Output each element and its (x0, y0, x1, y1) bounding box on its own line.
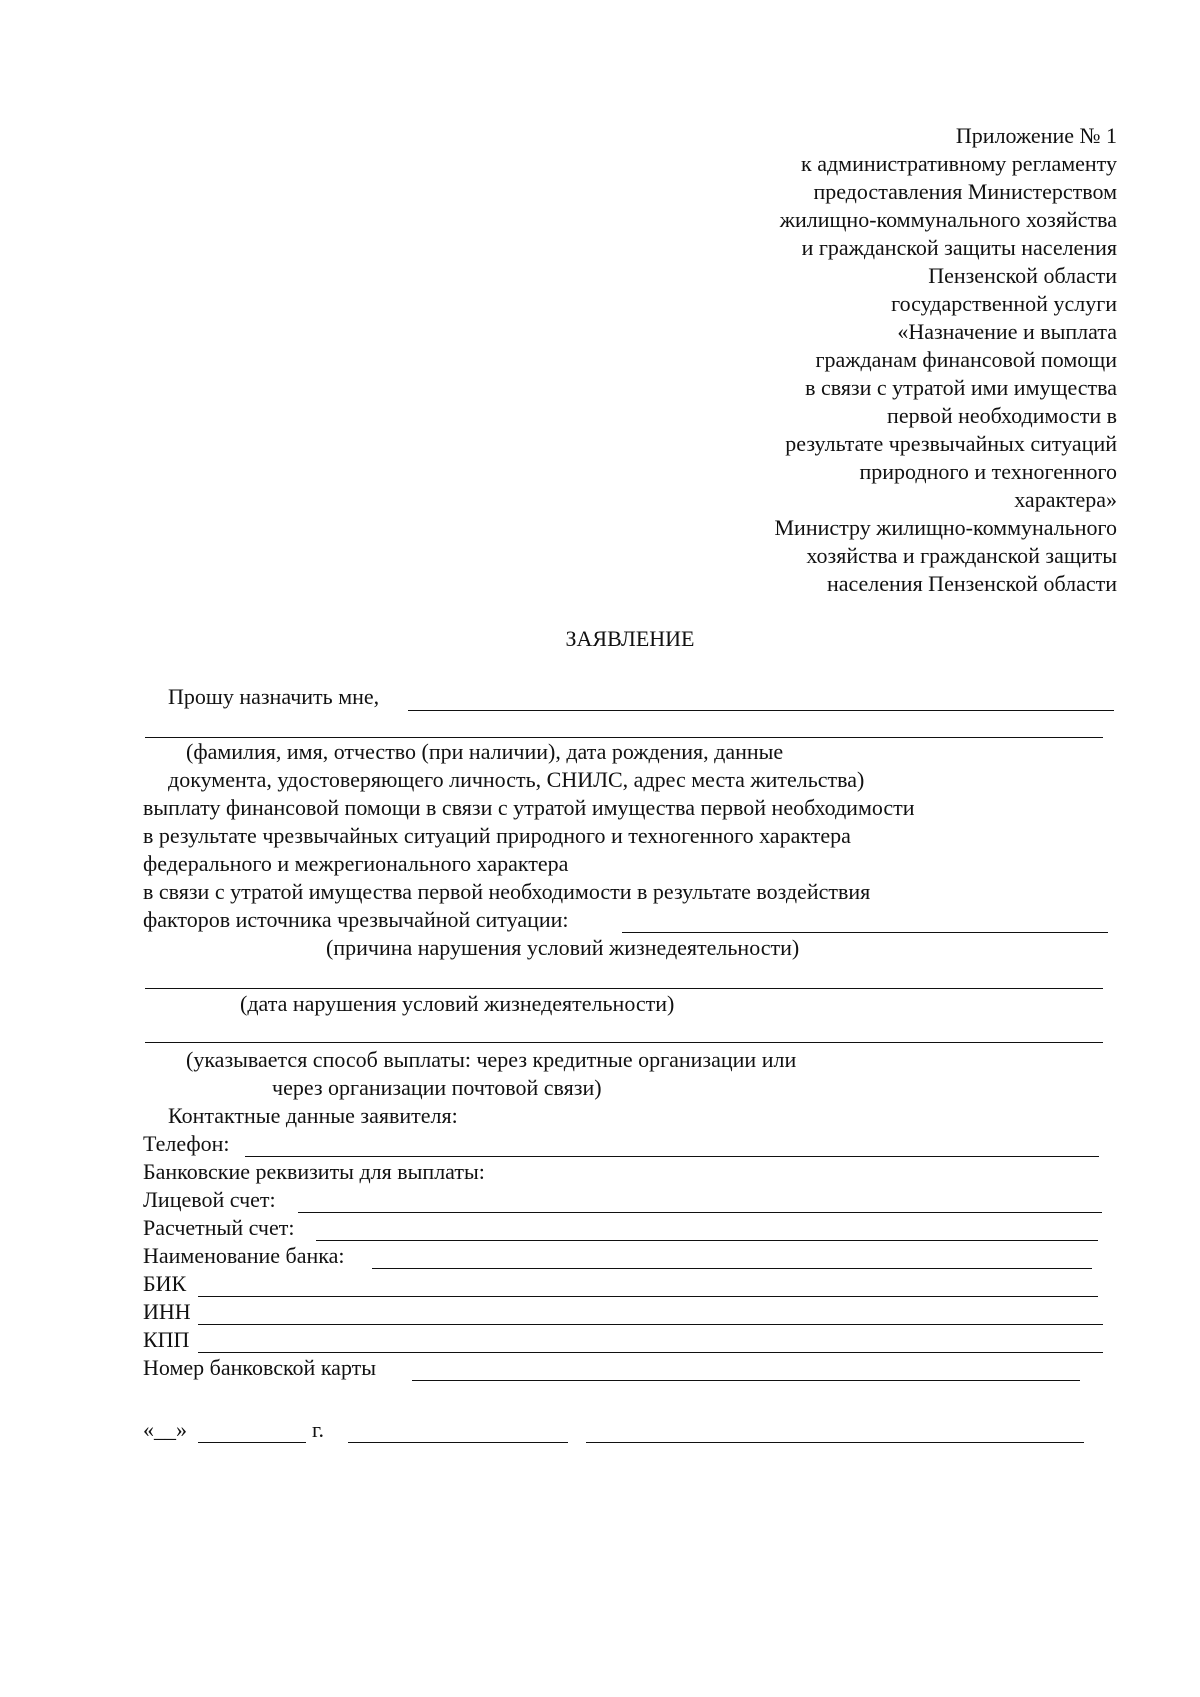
contacts-label: Контактные данные заявителя: (168, 1103, 458, 1128)
header-line: в связи с утратой ими имущества (805, 375, 1117, 400)
header-line: предоставления Министерством (813, 179, 1117, 204)
payment-method-field[interactable] (145, 1042, 1103, 1043)
header-line: и гражданской защиты населения (801, 235, 1117, 260)
body-line: федерального и межрегионального характера (143, 851, 569, 876)
bik-field[interactable] (198, 1296, 1098, 1297)
signature-name-field[interactable] (586, 1442, 1084, 1443)
inn-field[interactable] (198, 1324, 1103, 1325)
applicant-hint: документа, удостоверяющего личность, СНИЛС, адрес места жительства) (168, 767, 865, 792)
settlement-account-label: Расчетный счет: (143, 1215, 295, 1240)
kpp-label: КПП (143, 1327, 190, 1352)
header-line: Пензенской области (928, 263, 1117, 288)
body-line: в результате чрезвычайных ситуаций природного и техногенного характера (143, 823, 851, 848)
applicant-hint: (фамилия, имя, отчество (при наличии), дата рождения, данные (186, 739, 784, 764)
request-prefix: Прошу назначить мне, (168, 684, 380, 709)
disruption-date-field[interactable] (145, 988, 1103, 989)
inn-label: ИНН (143, 1299, 191, 1324)
year-suffix: г. (312, 1417, 325, 1442)
factors-label: факторов источника чрезвычайной ситуации: (143, 907, 569, 932)
factors-field[interactable] (622, 932, 1108, 933)
header-line: «Назначение и выплата (897, 319, 1117, 344)
recipient-line: Министру жилищно-коммунального (774, 515, 1117, 540)
bank-name-label: Наименование банка: (143, 1243, 345, 1268)
header-line: к административному регламенту (801, 151, 1117, 176)
kpp-field[interactable] (198, 1352, 1103, 1353)
date-day: «__» (143, 1417, 187, 1442)
card-number-label: Номер банковской карты (143, 1355, 377, 1380)
header-line: гражданам финансовой помощи (815, 347, 1117, 372)
header-line: первой необходимости в (887, 403, 1117, 428)
appendix-number: Приложение № 1 (955, 123, 1117, 148)
payment-hint: через организации почтовой связи) (272, 1075, 602, 1100)
phone-label: Телефон: (143, 1131, 230, 1156)
header-line: жилищно-коммунального хозяйства (779, 207, 1117, 232)
payment-hint: (указывается способ выплаты: через кредитные организации или (186, 1047, 797, 1072)
header-line: результате чрезвычайных ситуаций (785, 431, 1117, 456)
date-month-field[interactable] (198, 1442, 306, 1443)
signature-field[interactable] (348, 1442, 568, 1443)
bik-label: БИК (143, 1271, 187, 1296)
applicant-name-field[interactable] (408, 710, 1114, 711)
document-title: ЗАЯВЛЕНИЕ (565, 626, 695, 651)
card-number-field[interactable] (412, 1380, 1080, 1381)
body-line: выплату финансовой помощи в связи с утратой имущества первой необходимости (143, 795, 915, 820)
bank-details-label: Банковские реквизиты для выплаты: (143, 1159, 485, 1184)
header-line: природного и техногенного (859, 459, 1117, 484)
bank-name-field[interactable] (372, 1268, 1092, 1269)
reason-hint: (причина нарушения условий жизнедеятельности) (326, 935, 800, 960)
date-hint: (дата нарушения условий жизнедеятельности) (240, 991, 675, 1016)
personal-account-field[interactable] (298, 1212, 1102, 1213)
personal-account-label: Лицевой счет: (143, 1187, 276, 1212)
recipient-line: хозяйства и гражданской защиты (806, 543, 1117, 568)
phone-field[interactable] (245, 1156, 1099, 1157)
header-line: государственной услуги (891, 291, 1117, 316)
body-line: в связи с утратой имущества первой необходимости в результате воздействия (143, 879, 871, 904)
header-line: характера» (1014, 487, 1117, 512)
recipient-line: населения Пензенской области (826, 571, 1117, 596)
settlement-account-field[interactable] (316, 1240, 1098, 1241)
